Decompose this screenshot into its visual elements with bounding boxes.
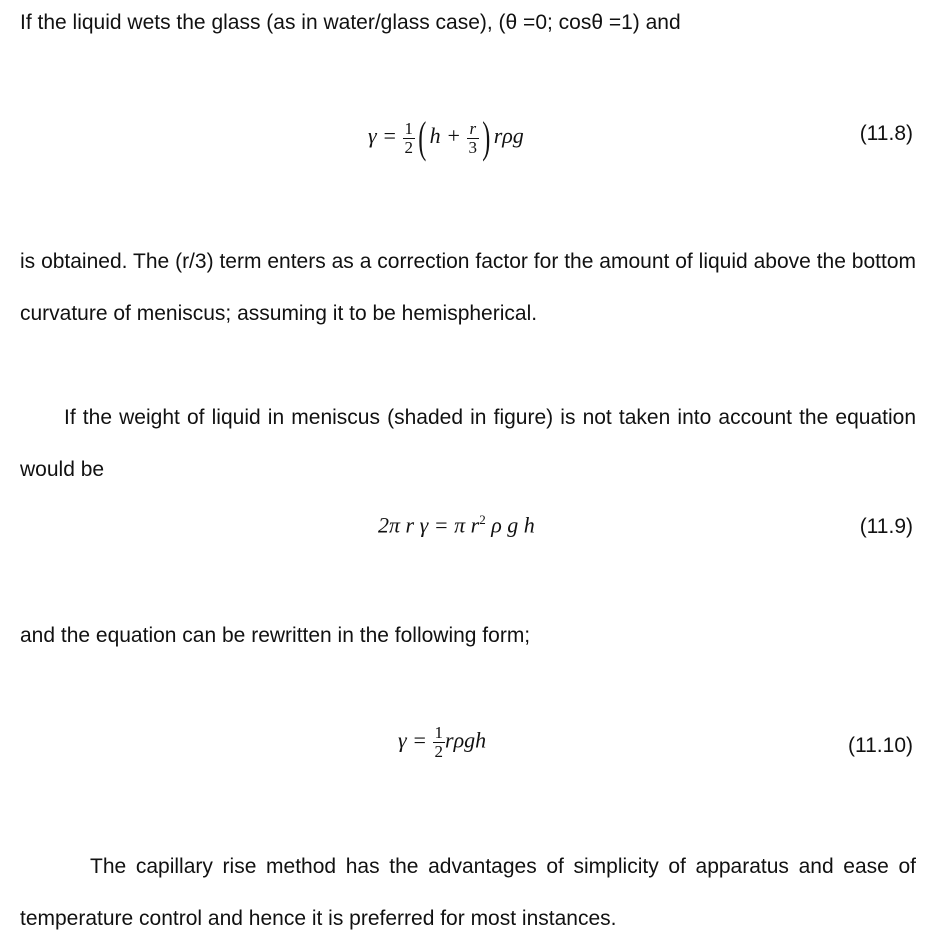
equation-11-9 (378, 512, 535, 538)
equation-11-10 (398, 724, 486, 761)
eq1-r-over-3: $\frac{r}{3}$ (468, 118, 478, 157)
eq1-tail: rρg (493, 123, 524, 149)
eq2-exponent: 2 (479, 512, 486, 527)
equation-11-8 (368, 113, 524, 162)
paragraph-weight: If the weight of liquid in meniscus (shaded in figure) is not taken into account the equation would be (20, 406, 916, 481)
eq1-lhs: γ = (368, 123, 398, 149)
equation-number-11-8: (11.8) (859, 122, 913, 145)
eq2-rhs: ρ g h (491, 512, 535, 538)
eq1-h-plus: h + (429, 123, 462, 149)
eq1-open-paren: ( (418, 113, 427, 162)
paragraph-correction: is obtained. The (r/3) term enters as a correction factor for the amount of liquid above the bottom curvature of meniscus; assuming it to be hemispherical. (20, 250, 916, 325)
eq1-half-fraction: $\frac{1}{2}$ (404, 118, 414, 157)
eq3-tail: rρgh (445, 727, 487, 753)
eq3-lhs: γ = (398, 727, 428, 753)
equation-number-11-9: (11.9) (859, 515, 913, 538)
eq1-close-paren: ) (482, 113, 491, 162)
eq3-half-fraction: $\frac{1}{2}$ (434, 723, 444, 761)
paragraph-intro: If the liquid wets the glass (as in water/glass case), (θ =0; cosθ =1) and (20, 11, 681, 34)
paragraph-conclusion: The capillary rise method has the advantages of simplicity of apparatus and ease of temperature control and hence it is preferred for most instances. (20, 855, 916, 930)
eq2-lhs: 2π r γ = π r (378, 512, 480, 538)
equation-number-11-10: (11.10) (848, 734, 913, 757)
paragraph-rewritten: and the equation can be rewritten in the following form; (20, 624, 531, 647)
